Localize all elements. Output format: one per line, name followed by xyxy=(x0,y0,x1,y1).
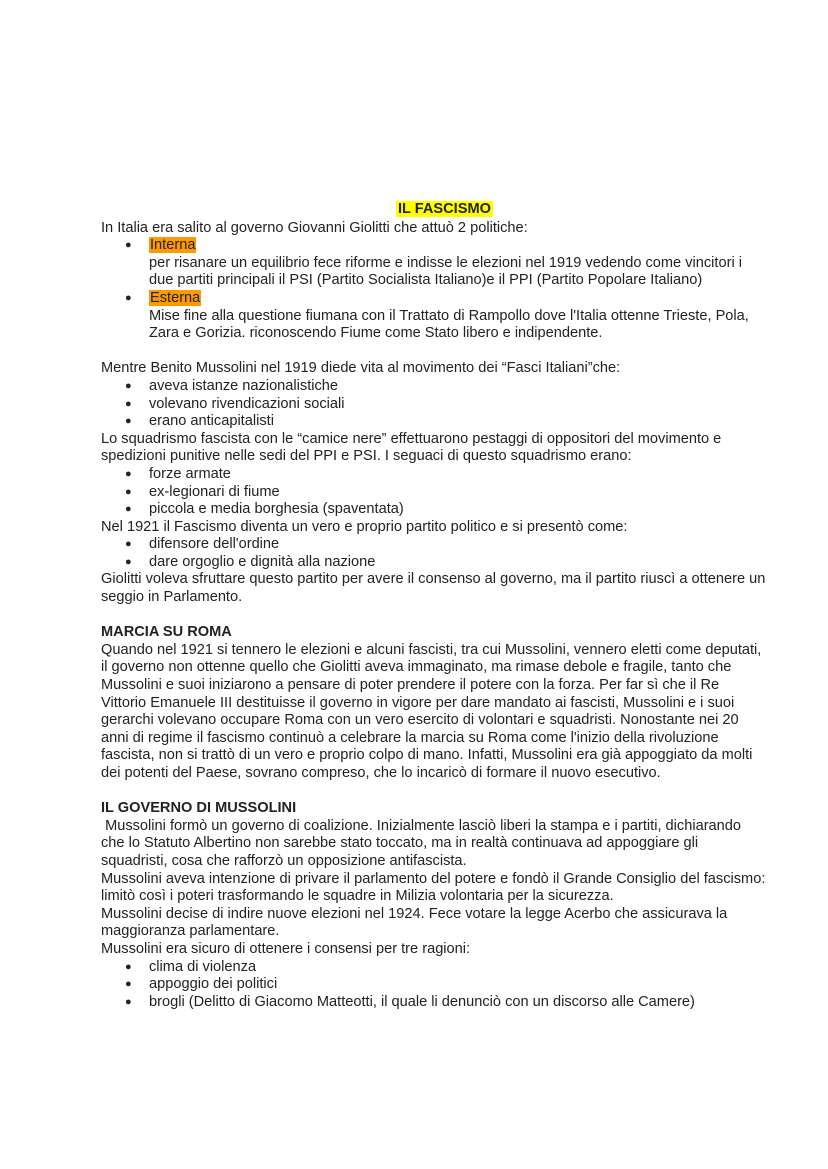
governo-paragraph-2: Mussolini aveva intenzione di privare il parlamento del potere e fondò il Grande Consiglio del fascismo: limitò così i poteri trasformando le squadre in Milizia volontaria per la sicurezza. xyxy=(101,870,766,905)
list-item: ● brogli (Delitto di Giacomo Matteotti, il quale li denunciò con un discorso alle Camere) xyxy=(101,994,768,1012)
highlight-esterna: Esterna xyxy=(150,289,201,306)
partito-list xyxy=(101,536,768,571)
intro-paragraph: In Italia era salito al governo Giovanni Giolitti che attuò 2 politiche: xyxy=(101,219,528,236)
list-item: ● aveva istanze nazionalistiche xyxy=(101,378,768,396)
squadrismo-list xyxy=(101,466,768,519)
list-item: ● ex-legionari di fiume xyxy=(101,484,768,502)
governo-paragraph-1: Mussolini formò un governo di coalizione. Inizialmente lasciò liberi la stampa e i partiti, dichiarando che lo Statuto Albertino non sarebbe stato toccato, ma in realtà continuava ad appoggiare gli squadristi, cosa che rafforzò un opposizione antifascista. xyxy=(101,817,746,869)
list-item: ● volevano rivendicazioni sociali xyxy=(101,396,768,414)
page-title: IL FASCISMO xyxy=(398,201,491,217)
list-item: ● forze armate xyxy=(101,466,768,484)
title-row xyxy=(101,201,768,219)
politics-list xyxy=(101,237,768,255)
spacer xyxy=(101,343,768,361)
list-item: ● appoggio dei politici xyxy=(101,976,768,994)
politics-interna-text: per risanare un equilibrio fece riforme e indisse le elezioni nel 1919 vedendo come vincitori i due partiti principali il PSI (Partito Socialista Italiano)e il PPI (Partito Popolare Italiano) xyxy=(149,254,742,289)
spacer xyxy=(101,783,768,801)
list-item: ● erano anticapitalisti xyxy=(101,413,768,431)
marcia-paragraph: Quando nel 1921 si tennero le elezioni e alcuni fascisti, tra cui Mussolini, vennero eletti come deputati, il governo non ottenne quello che Giolitti aveva immaginato, ma rimase debole e fragile, tanto che Mussolini e suoi iniziarono a pensare di poter prendere il potere con la forza. Per far sì che il Re Vittorio Emanuele III destituisse il governo in vigore per dare mandato ai fascisti, Mussolini e i suoi gerarchi volevano occupare Roma con un vero esercito di volontari e squadristi. Nonostante nei 20 anni di regime il fascismo continuò a celebrare la marcia su Roma come l'inizio della rivoluzione fascista, non si trattò di un vero e proprio colpo di mano. Infatti, Mussolini era già appoggiato da molti dei potenti del Paese, sovrano compreso, che lo incaricò di formare il nuovo esecutivo. xyxy=(101,641,762,781)
list-item xyxy=(101,290,768,308)
giolitti-paragraph: Giolitti voleva sfruttare questo partito per avere il consenso al governo, ma il partito riuscì a ottenere un seggio in Parlamento. xyxy=(101,571,766,606)
highlight-interna: Interna xyxy=(150,237,196,254)
list-item: ● dare orgoglio e dignità alla nazione xyxy=(101,554,768,572)
marcia-heading: MARCIA SU ROMA xyxy=(101,624,232,641)
list-item xyxy=(101,237,768,255)
partito-paragraph: Nel 1921 il Fascismo diventa un vero e proprio partito politico e si presentò come: xyxy=(101,518,628,535)
fasci-intro: Mentre Benito Mussolini nel 1919 diede vita al movimento dei “Fasci Italiani”che: xyxy=(101,360,621,377)
governo-paragraph-3: Mussolini decise di indire nuove elezioni nel 1924. Fece votare la legge Acerbo che assicurava la maggioranza parlamentare. xyxy=(101,905,728,940)
governo-heading: IL GOVERNO DI MUSSOLINI xyxy=(101,800,297,817)
spacer xyxy=(101,607,768,625)
list-item: ● difensore dell'ordine xyxy=(101,536,768,554)
fasci-list xyxy=(101,378,768,431)
list-item: ● clima di violenza xyxy=(101,959,768,977)
ragioni-list xyxy=(101,959,768,1012)
squadrismo-paragraph: Lo squadrismo fascista con le “camice nere” effettuarono pestaggi di oppositori del movimento e spedizioni punitive nelle sedi del PPI e PSI. I seguaci di questo squadrismo erano: xyxy=(101,430,722,465)
politics-esterna-text: Mise fine alla questione fiumana con il Trattato di Rampollo dove l'Italia ottenne Trieste, Pola, Zara e Gorizia. riconoscendo Fiume come Stato libero e indipendente. xyxy=(149,307,749,342)
governo-paragraph-4: Mussolini era sicuro di ottenere i consensi per tre ragioni: xyxy=(101,940,471,957)
politics-list-2 xyxy=(101,290,768,308)
list-item: ● piccola e media borghesia (spaventata) xyxy=(101,501,768,519)
